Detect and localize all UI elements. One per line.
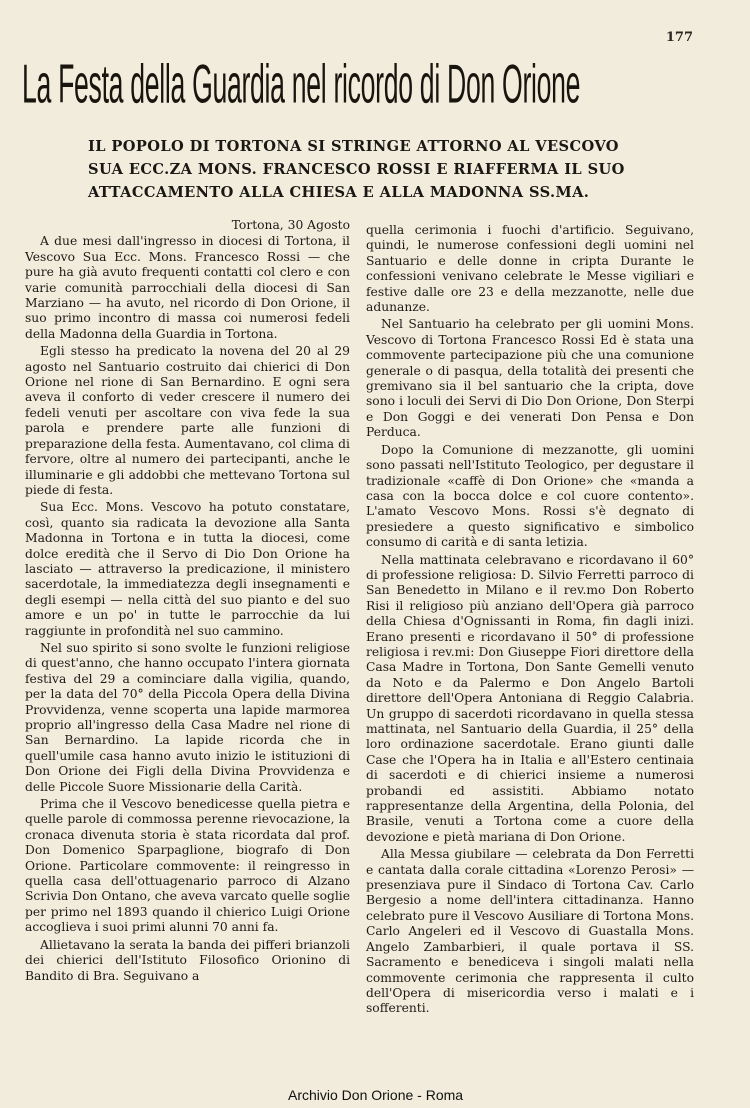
paragraph: Nel Santuario ha celebrato per gli uomini Mons. Vescovo di Tortona Francesco Rossi Ed è stata una commovente partecipazione più che una comunione generale o di pasqua, della totalità dei presenti che gremivano sia il bel santuario che la cripta, dove sono i loculi dei Servi di Dio Don Orione, Don Sterpi e Don Goggi e dei venerati Don Pensa e Don Perduca. (366, 317, 694, 440)
paragraph: Alla Messa giubilare — celebrata da Don Ferretti e cantata dalla corale cittadina «Lorenzo Perosi» — presenziava pure il Sindaco di Tortona Cav. Carlo Bergesio a nome dell'intera cittadinanza. Hanno celebrato pure il Vescovo Ausiliare di Tortona Mons. Carlo Angeleri ed il Vescovo di Guastalla Mons. Angelo Zambarbieri, il quale portava il SS. Sacramento e benediceva i singoli malati nella commovente cerimonia che rappresenta il culto dell'Opera di misericordia verso i malati e i sofferenti. (366, 847, 694, 1016)
page-number: 177 (665, 30, 693, 45)
subtitle-line: IL POPOLO DI TORTONA SI STRINGE ATTORNO AL VESCOVO (88, 138, 619, 155)
paragraph: Nella mattinata celebravano e ricordavano il 60° di professione religiosa: D. Silvio Ferretti parroco di San Benedetto in Milano e il rev.mo Don Roberto Risi il religioso più anziano dell'Opera già parroco della Chiesa d'Ognissanti in Roma, fin dagli inizi. Erano presenti e ricordavano il 50° di professione religiosa i rev.mi: Don Giuseppe Fiori direttore della Casa Madre in Tortona, Don Sante Gemelli venuto da Noto e da Palermo e Don Angelo Bartoli direttore dell'Opera Antoniana di Reggio Calabria. Un gruppo di sacerdoti ricordavano in quella stessa mattinata, nel Santuario della Guardia, il 25° della loro ordinazione sacerdotale. Erano giunti dalle Case che l'Opera ha in Italia e all'Estero centinaia di sacerdoti e di chierici insieme a numerosi probandi ed assistiti. Abbiamo notato rappresentanze della Argentina, della Polonia, del Brasile, venuti a Tortona come a cuore della devozione e pietà mariana di Don Orione. (366, 552, 694, 844)
article-headline (22, 48, 702, 126)
paragraph: Egli stesso ha predicato la novena del 20 al 29 agosto nel Santuario costruito dai chierici di Don Orione nel rione di San Bernardino. E ogni sera aveva il conforto di veder crescere il numero dei fedeli venuti per ascoltare con viva fede la sua parola e prendere parte alle funzioni di preparazione della festa. Aumentavano, col clima di fervore, oltre al numero dei partecipanti, anche le illuminarie e gli addobbi che mettevano Tortona sul piede di festa. (25, 344, 350, 497)
subtitle-line: ATTACCAMENTO ALLA CHIESA E ALLA MADONNA SS.MA. (88, 184, 590, 201)
right-column (366, 223, 694, 1019)
paragraph: Dopo la Comunione di mezzanotte, gli uomini sono passati nell'Istituto Teologico, per degustare il tradizionale «caffè di Don Orione» che «manda a casa con la bocca dolce e col cuore contento». L'amato Vescovo Mons. Rossi s'è degnato di presiedere a questo significativo e simbolico consumo di carità e di santa letizia. (366, 442, 694, 550)
dateline: Tortona, 30 Agosto (231, 218, 350, 232)
article-subtitle (88, 135, 688, 204)
paragraph: Sua Ecc. Mons. Vescovo ha potuto constatare, così, quanto sia radicata la devozione alla Santa Madonna in Tortona e in tutta la diocesi, come dolce eredità che il Servo di Dio Don Orione ha lasciato — attraverso la predicazione, il ministero sacerdotale, la immediatezza degli insegnamenti e degli esempi — nella città del suo pianto e del suo amore e un po' in tutte le parrocchie da lui raggiunte in profondità nel suo cammino. (25, 500, 350, 638)
headline-text: La Festa della Guardia nel ricordo di Don Orione (22, 54, 581, 115)
paragraph: quella cerimonia i fuochi d'artificio. Seguivano, quindi, le numerose confessioni degli uomini nel Santuario e delle donne in cripta Durante le confessioni venivano celebrate le Messe vigiliari e festive dalle ore 23 e della mezzanotte, nelle due adunanze. (366, 223, 694, 315)
subtitle-line: SUA ECC.ZA MONS. FRANCESCO ROSSI E RIAFFERMA IL SUO (88, 161, 625, 178)
archive-footer: Archivio Don Orione - Roma (288, 1087, 464, 1103)
paragraph: Allietavano la serata la banda dei pifferi brianzoli dei chierici dell'Istituto Filosofico Orionino di Bandito di Bra. Seguivano a (25, 937, 350, 983)
paragraph: A due mesi dall'ingresso in diocesi di Tortona, il Vescovo Sua Ecc. Mons. Francesco Rossi — che pure ha già avuto frequenti contatti col clero e con varie comunità parrocchiali della diocesi di San Marziano — ha avuto, nel ricordo di Don Orione, il suo primo incontro di massa coi numerosi fedeli della Madonna della Guardia in Tortona. (25, 234, 350, 341)
paragraph: Prima che il Vescovo benedicesse quella pietra e quelle parole di commossa perenne rievocazione, la cronaca divenuta storia è stata ricordata dal prof. Don Domenico Sparpaglione, biografo di Don Orione. Particolare commovente: il reingresso in quella casa dell'ottuagenario parroco di Alzano Scrivia Don Ontano, che aveva varcato quelle soglie per primo nel 1893 quando il chierico Luigi Orione accoglieva i suoi primi alunni 70 anni fa. (25, 797, 350, 935)
paragraph: Nel suo spirito si sono svolte le funzioni religiose di quest'anno, che hanno occupato l'intera giornata festiva del 29 a cominciare dalla vigilia, quando, per la data del 70° della Piccola Opera della Divina Provvidenza, venne scoperta una lapide marmorea proprio all'ingresso della Casa Madre nel rione di San Bernardino. La lapide ricorda che in quell'umile casa hanno avuto inizio le istituzioni di Don Orione dei Figli della Divina Provvidenza e delle Piccole Suore Missionarie della Carità. (25, 640, 350, 794)
left-column (25, 218, 350, 986)
